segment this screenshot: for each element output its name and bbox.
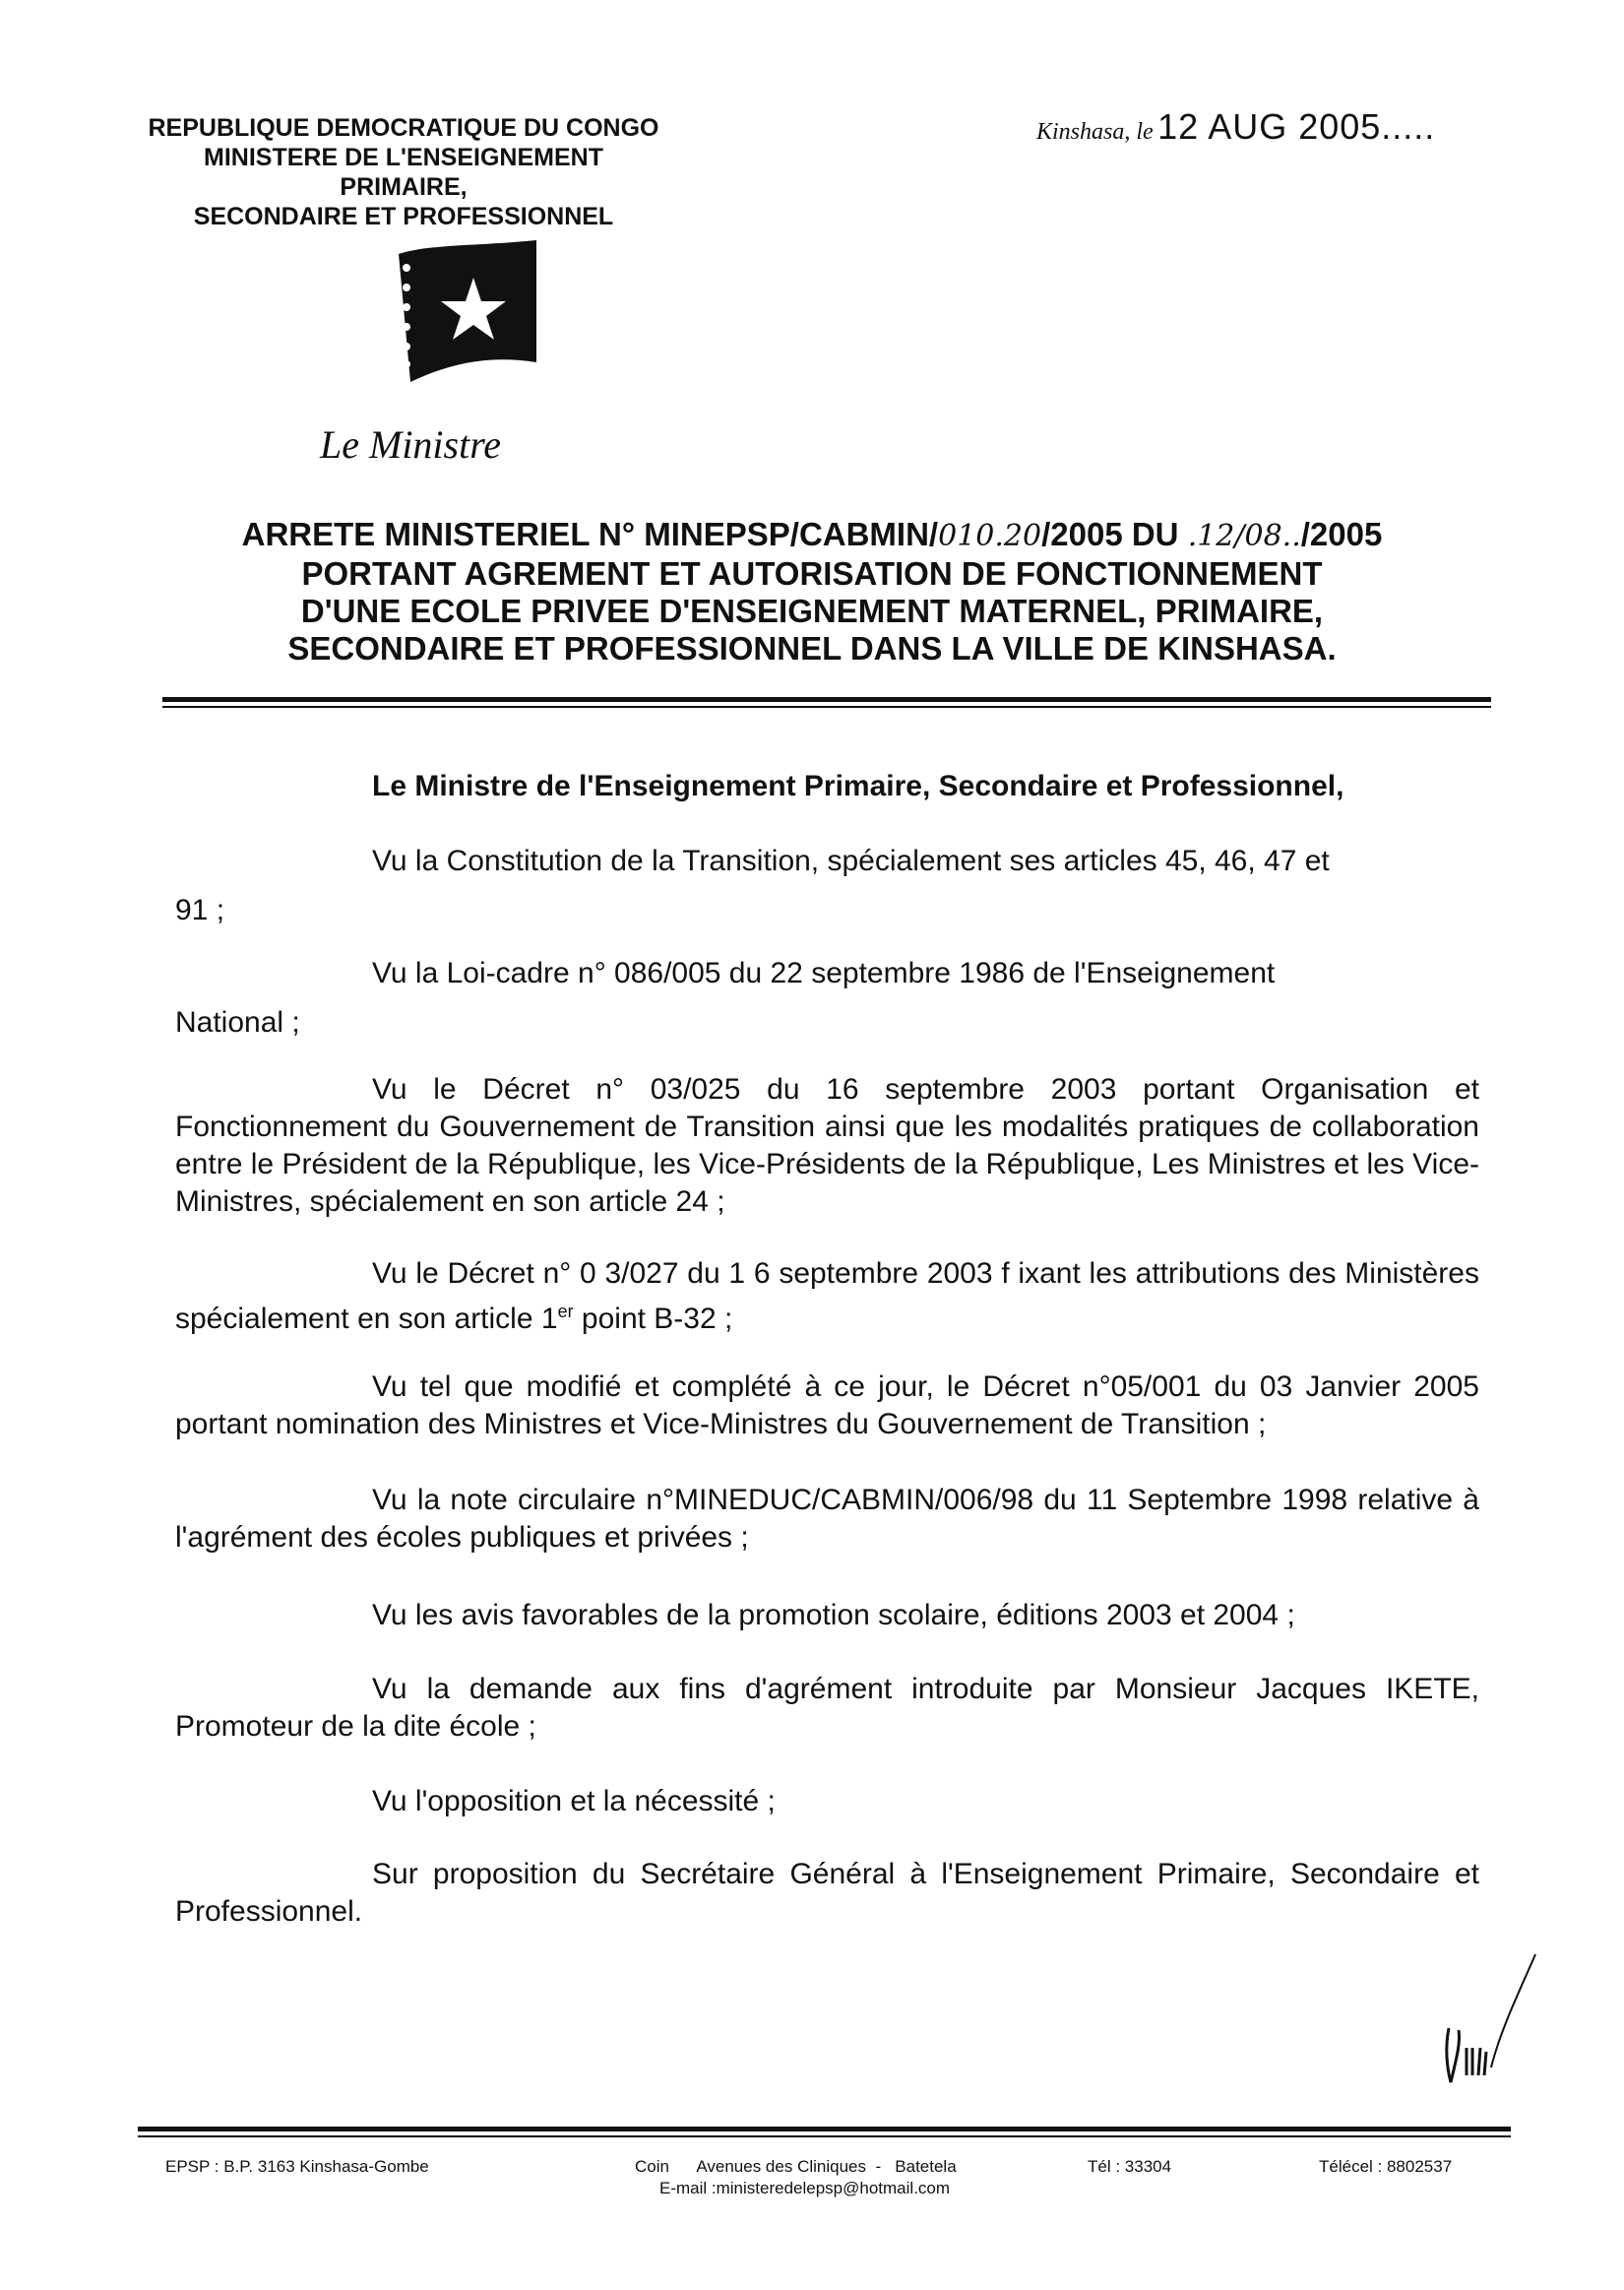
paragraph-decret-03-027 xyxy=(175,1255,1479,1338)
p4-text: Vu le Décret n° 0 3/027 du 1 6 septembre 2003 f ixant les attributions des Ministères spécialement en son article 1 xyxy=(175,1257,1479,1335)
paragraph-avis-favorables: Vu les avis favorables de la promotion scolaire, éditions 2003 et 2004 ; xyxy=(372,1599,1295,1631)
p4-text-end: point B-32 ; xyxy=(573,1303,733,1335)
minister-label: Le Ministre xyxy=(320,422,502,467)
paragraph-constitution-l1: Vu la Constitution de la Transition, spécialement ses articles 45, 46, 47 et xyxy=(372,845,1330,877)
decree-title-line1 xyxy=(123,516,1501,555)
letterhead-ministry: MINISTERE DE L'ENSEIGNEMENT PRIMAIRE, xyxy=(204,144,603,201)
paragraph-decret-05-001: Vu tel que modifié et complété à ce jour, le Décret n°05/001 du 03 Janvier 2005 portant nomination des Ministres et Vice-Ministres du Gouvernement de Transition ; xyxy=(175,1370,1479,1440)
title-divider-thin xyxy=(162,706,1491,708)
flag-svg xyxy=(389,236,546,394)
decree-title-line3: D'UNE ECOLE PRIVEE D'ENSEIGNEMENT MATERNEL, PRIMAIRE, xyxy=(300,593,1324,629)
minister-intro: Le Ministre de l'Enseignement Primaire, Secondaire et Professionnel, xyxy=(372,770,1344,802)
decree-title-line2: PORTANT AGREMENT ET AUTORISATION DE FONCTIONNEMENT xyxy=(301,555,1323,592)
decree-ref-prefix: ARRETE MINISTERIEL N° MINEPSP/CABMIN/ xyxy=(241,516,939,552)
footer-coin-text: Coin Avenues des Cliniques - Batetela xyxy=(635,2157,957,2176)
paragraph-opposition: Vu l'opposition et la nécessité ; xyxy=(372,1785,776,1817)
footer-email: E-mail :ministeredelepsp@hotmail.com xyxy=(659,2179,951,2197)
date-line xyxy=(1036,106,1435,148)
footer-divider-thin xyxy=(138,2135,1511,2137)
initials-signature-icon xyxy=(1437,1949,1545,2112)
paragraph-decret-03-025: Vu le Décret n° 03/025 du 16 septembre 2003 portant Organisation et Fonctionnement du Gouvernement de Transition ainsi que les modalités pratiques de collaboration entre le Président de la République, les Vice-Présidents de la République, Les Ministres et les Vice-Ministres, spécialement en son article 24 ; xyxy=(175,1073,1479,1218)
footer-tel: Tél : 33304 xyxy=(1088,2157,1172,2176)
decree-number: 010.20 xyxy=(938,519,1042,553)
decree-ref-suffix: /2005 xyxy=(1300,516,1383,552)
decree-title xyxy=(123,516,1501,668)
paragraph-constitution-l2: 91 ; xyxy=(175,894,225,926)
date-place: Kinshasa, le xyxy=(1036,119,1154,145)
footer-divider xyxy=(138,2127,1511,2131)
drc-flag-emblem-icon xyxy=(389,236,546,394)
title-divider xyxy=(162,697,1491,702)
date-stamp: 12 AUG 2005..... xyxy=(1157,106,1436,147)
p4-superscript: er xyxy=(557,1302,574,1321)
letterhead-ministry-2: SECONDAIRE ET PROFESSIONNEL xyxy=(193,203,614,230)
footer-coin xyxy=(635,2156,957,2178)
paragraph-proposition: Sur proposition du Secrétaire Général à l'Enseignement Primaire, Secondaire et Professionnel. xyxy=(175,1858,1479,1928)
paragraph-loi-cadre-l1: Vu la Loi-cadre n° 086/005 du 22 septembre 1986 de l'Enseignement xyxy=(372,957,1276,989)
footer-telecel: Télécel : 8802537 xyxy=(1319,2157,1453,2176)
decree-title-line4: SECONDAIRE ET PROFESSIONNEL DANS LA VILLE DE KINSHASA. xyxy=(287,630,1337,667)
letterhead xyxy=(148,113,659,231)
paragraph-constitution xyxy=(175,843,1479,929)
paragraph-demande: Vu la demande aux fins d'agrément introduite par Monsieur Jacques IKETE, Promoteur de la dite école ; xyxy=(175,1673,1479,1743)
initials-svg xyxy=(1437,1949,1545,2107)
decree-date: .12/08.. xyxy=(1187,519,1301,553)
paragraph-loi-cadre xyxy=(175,955,1479,1042)
paragraph-loi-cadre-l2: National ; xyxy=(175,1006,300,1039)
paragraph-note-circulaire: Vu la note circulaire n°MINEDUC/CABMIN/006/98 du 11 Septembre 1998 relative à l'agrément des écoles publiques et privées ; xyxy=(175,1484,1479,1554)
footer-address: EPSP : B.P. 3163 Kinshasa-Gombe xyxy=(165,2157,429,2176)
decree-ref-mid: /2005 DU xyxy=(1041,516,1188,552)
letterhead-country: REPUBLIQUE DEMOCRATIQUE DU CONGO xyxy=(148,114,659,142)
